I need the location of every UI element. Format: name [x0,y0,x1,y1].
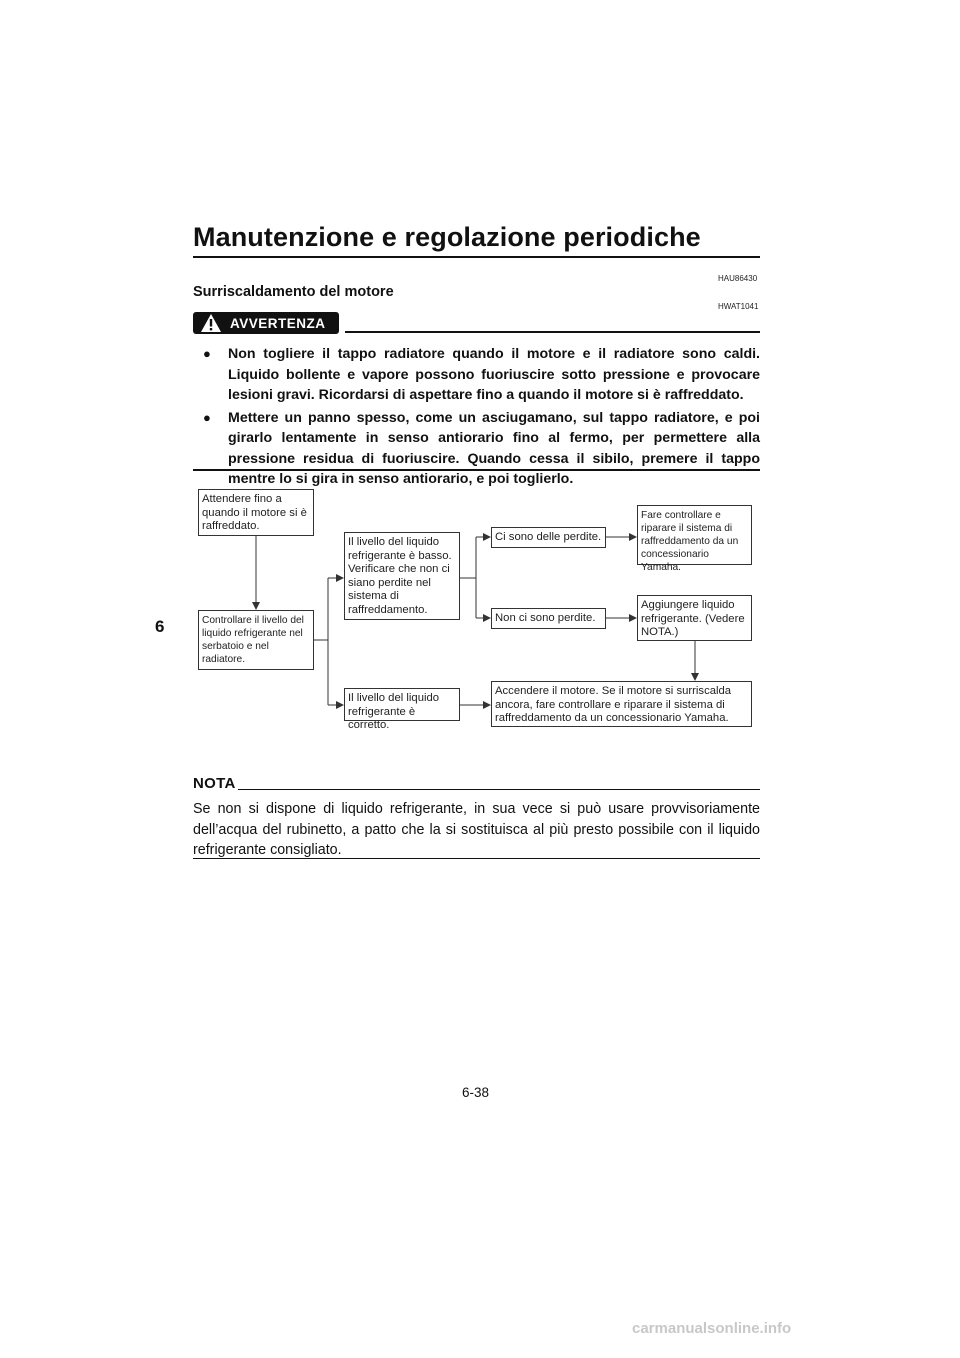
flow-box-no-leaks: Non ci sono perdite. [491,608,606,629]
flow-box-wait: Attendere fino a quando il motore si è raffreddato. [198,489,314,536]
section-heading: Surriscaldamento del motore [193,284,394,300]
warning-code: HWAT1041 [718,302,759,311]
note-end-divider [193,858,760,859]
warning-item-text: Mettere un panno spesso, come un asciugamano, sul tappo radiatore, e poi girarlo lentamente in senso antiorario fino al fermo, per permettere alla pressione residua di fuoriuscire. Quando cessa il sibilo, premere il tappo mentre lo si gira in senso antiorario, e poi toglierlo. [228,409,760,487]
flow-box-dealer-repair: Fare controllare e riparare il sistema di raffreddamento da un concessionario Yamaha. [637,505,752,565]
flow-box-add-coolant: Aggiungere liquido refrigerante. (Vedere NOTA.) [637,595,752,641]
bullet-icon: ● [203,346,211,361]
warning-label: AVVERTENZA [230,315,326,331]
warning-item-text: Non togliere il tappo radiatore quando il motore e il radiatore sono caldi. Liquido bollente e vapore possono fuoriuscire sotto pressione e provocare lesioni gravi. Ricordarsi di aspettare fino a quando il motore si è raffreddato. [228,346,760,403]
note-divider [238,789,760,790]
flow-box-leaks: Ci sono delle perdite. [491,527,606,548]
section-code: HAU86430 [718,274,758,283]
flow-box-start-engine: Accendere il motore. Se il motore si surriscalda ancora, fare controllare e riparare il sistema di raffreddamento da un concessionario Yamaha. [491,681,752,727]
flow-box-level-low: Il livello del liquido refrigerante è basso. Verificare che non ci siano perdite nel sistema di raffreddamento. [344,532,460,620]
note-text: Se non si dispone di liquido refrigerante, in sua vece si può usare provvisoriamente dell’acqua del rubinetto, a patto che la si sostituisca al più presto possibile con il liquido refrigerante consigliato. [193,801,760,858]
watermark: carmanualsonline.info [632,1320,792,1337]
flow-box-level-correct: Il livello del liquido refrigerante è corretto. [344,688,460,721]
page-number: 6-38 [462,1085,490,1100]
chapter-tab: 6 [155,617,165,636]
bullet-icon: ● [203,409,211,425]
page-title: Manutenzione e regolazione periodiche [193,222,701,252]
flow-box-check-level: Controllare il livello del liquido refrigerante nel serbatoio e nel radiatore. [198,610,314,670]
note-label: NOTA [193,775,236,792]
